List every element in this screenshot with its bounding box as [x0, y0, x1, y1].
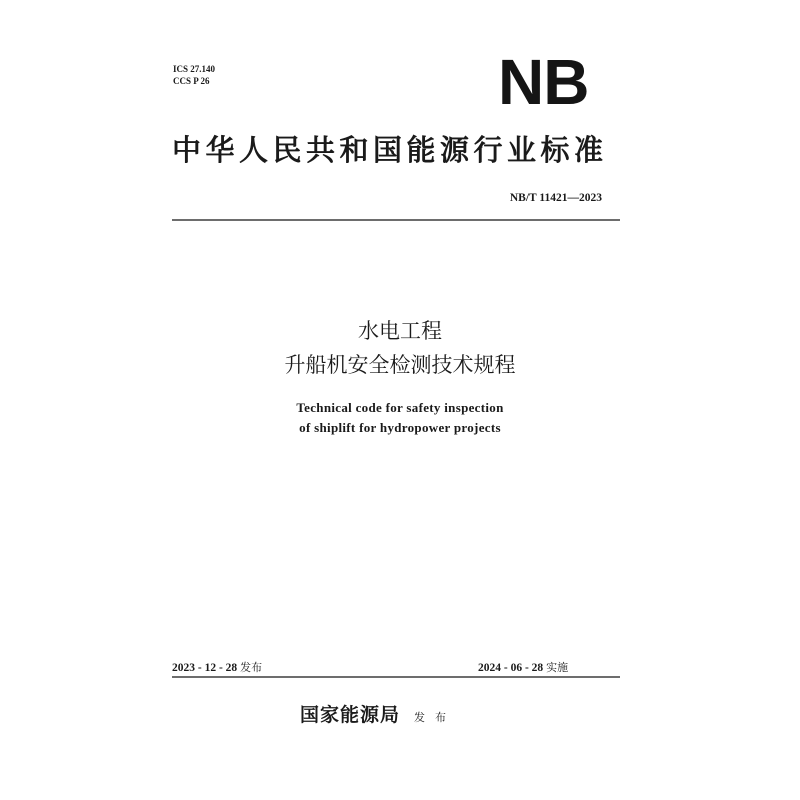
bottom-divider — [172, 676, 620, 678]
ics-code: ICS 27.140 — [173, 64, 216, 74]
issue-label: 发布 — [240, 661, 263, 674]
issue-date-block — [172, 659, 262, 675]
effective-date: 2024 - 06 - 28 — [478, 662, 544, 674]
en-title-line1: Technical code for safety inspection — [296, 400, 504, 415]
issue-date: 2023 - 12 - 28 — [172, 662, 238, 674]
cn-title-line1: 水电工程 — [358, 319, 442, 343]
classification-codes — [173, 63, 215, 87]
standard-category-title: 中华人民共和国能源行业标准 — [172, 133, 608, 167]
effective-date-block — [478, 659, 568, 675]
top-divider — [172, 219, 620, 221]
cn-title-line2: 升船机安全检测技术规程 — [284, 353, 516, 377]
en-title-line2: of shiplift for hydropower projects — [299, 420, 501, 435]
effective-label: 实施 — [546, 661, 569, 674]
standard-number: NB/T 11421—2023 — [509, 192, 602, 204]
ccs-code: CCS P 26 — [173, 76, 210, 86]
nb-logo: NB — [498, 46, 589, 118]
issuer-name: 国家能源局 — [300, 704, 401, 726]
issuer-block — [300, 700, 456, 727]
issuer-verb: 发布 — [414, 711, 457, 724]
